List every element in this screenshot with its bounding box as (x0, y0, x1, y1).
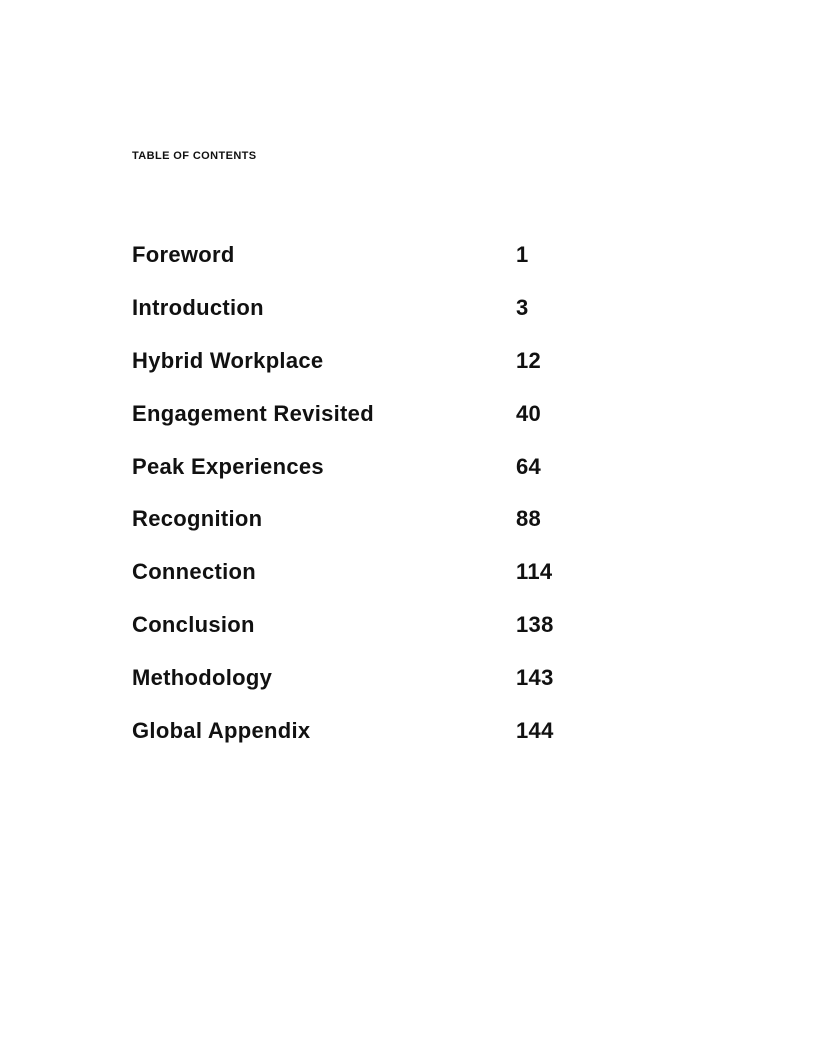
toc-entry-title: Recognition (132, 506, 263, 532)
toc-heading: TABLE OF CONTENTS (132, 150, 257, 162)
toc-entry-foreword[interactable] (132, 241, 592, 294)
toc-entry-title: Global Appendix (132, 718, 311, 744)
toc-entry-page: 1 (516, 242, 529, 267)
toc-entry-page: 144 (516, 718, 554, 744)
toc-entry-title: Methodology (132, 665, 273, 691)
toc-entry-methodology[interactable] (132, 664, 592, 717)
toc-entry-page: 40 (516, 400, 542, 426)
toc-entry-title: Foreword (132, 242, 235, 267)
toc-entry-page: 138 (516, 612, 554, 638)
toc-entry-page: 3 (516, 294, 529, 320)
toc-entry-title: Conclusion (132, 612, 255, 638)
toc-entry-connection[interactable] (132, 558, 592, 611)
toc-entry-global-appendix[interactable] (132, 717, 592, 770)
toc-entry-engagement-revisited[interactable] (132, 400, 592, 453)
toc-entry-page: 88 (516, 506, 542, 532)
toc-entry-title: Engagement Revisited (132, 400, 374, 426)
toc-entry-title: Hybrid Workplace (132, 347, 324, 373)
toc-entry-peak-experiences[interactable] (132, 453, 592, 506)
toc-entry-page: 64 (516, 453, 542, 479)
toc-entry-hybrid-workplace[interactable] (132, 347, 592, 400)
toc-entry-conclusion[interactable] (132, 611, 592, 664)
toc-entry-recognition[interactable] (132, 505, 592, 558)
toc-entry-title: Peak Experiences (132, 453, 324, 479)
toc-entry-page: 12 (516, 347, 542, 373)
toc-entry-title: Connection (132, 559, 256, 585)
toc-entry-title: Introduction (132, 294, 264, 320)
toc-entry-page: 143 (516, 665, 554, 691)
toc-entry-introduction[interactable] (132, 294, 592, 347)
toc-list (132, 241, 592, 770)
toc-entry-page: 114 (516, 559, 553, 585)
